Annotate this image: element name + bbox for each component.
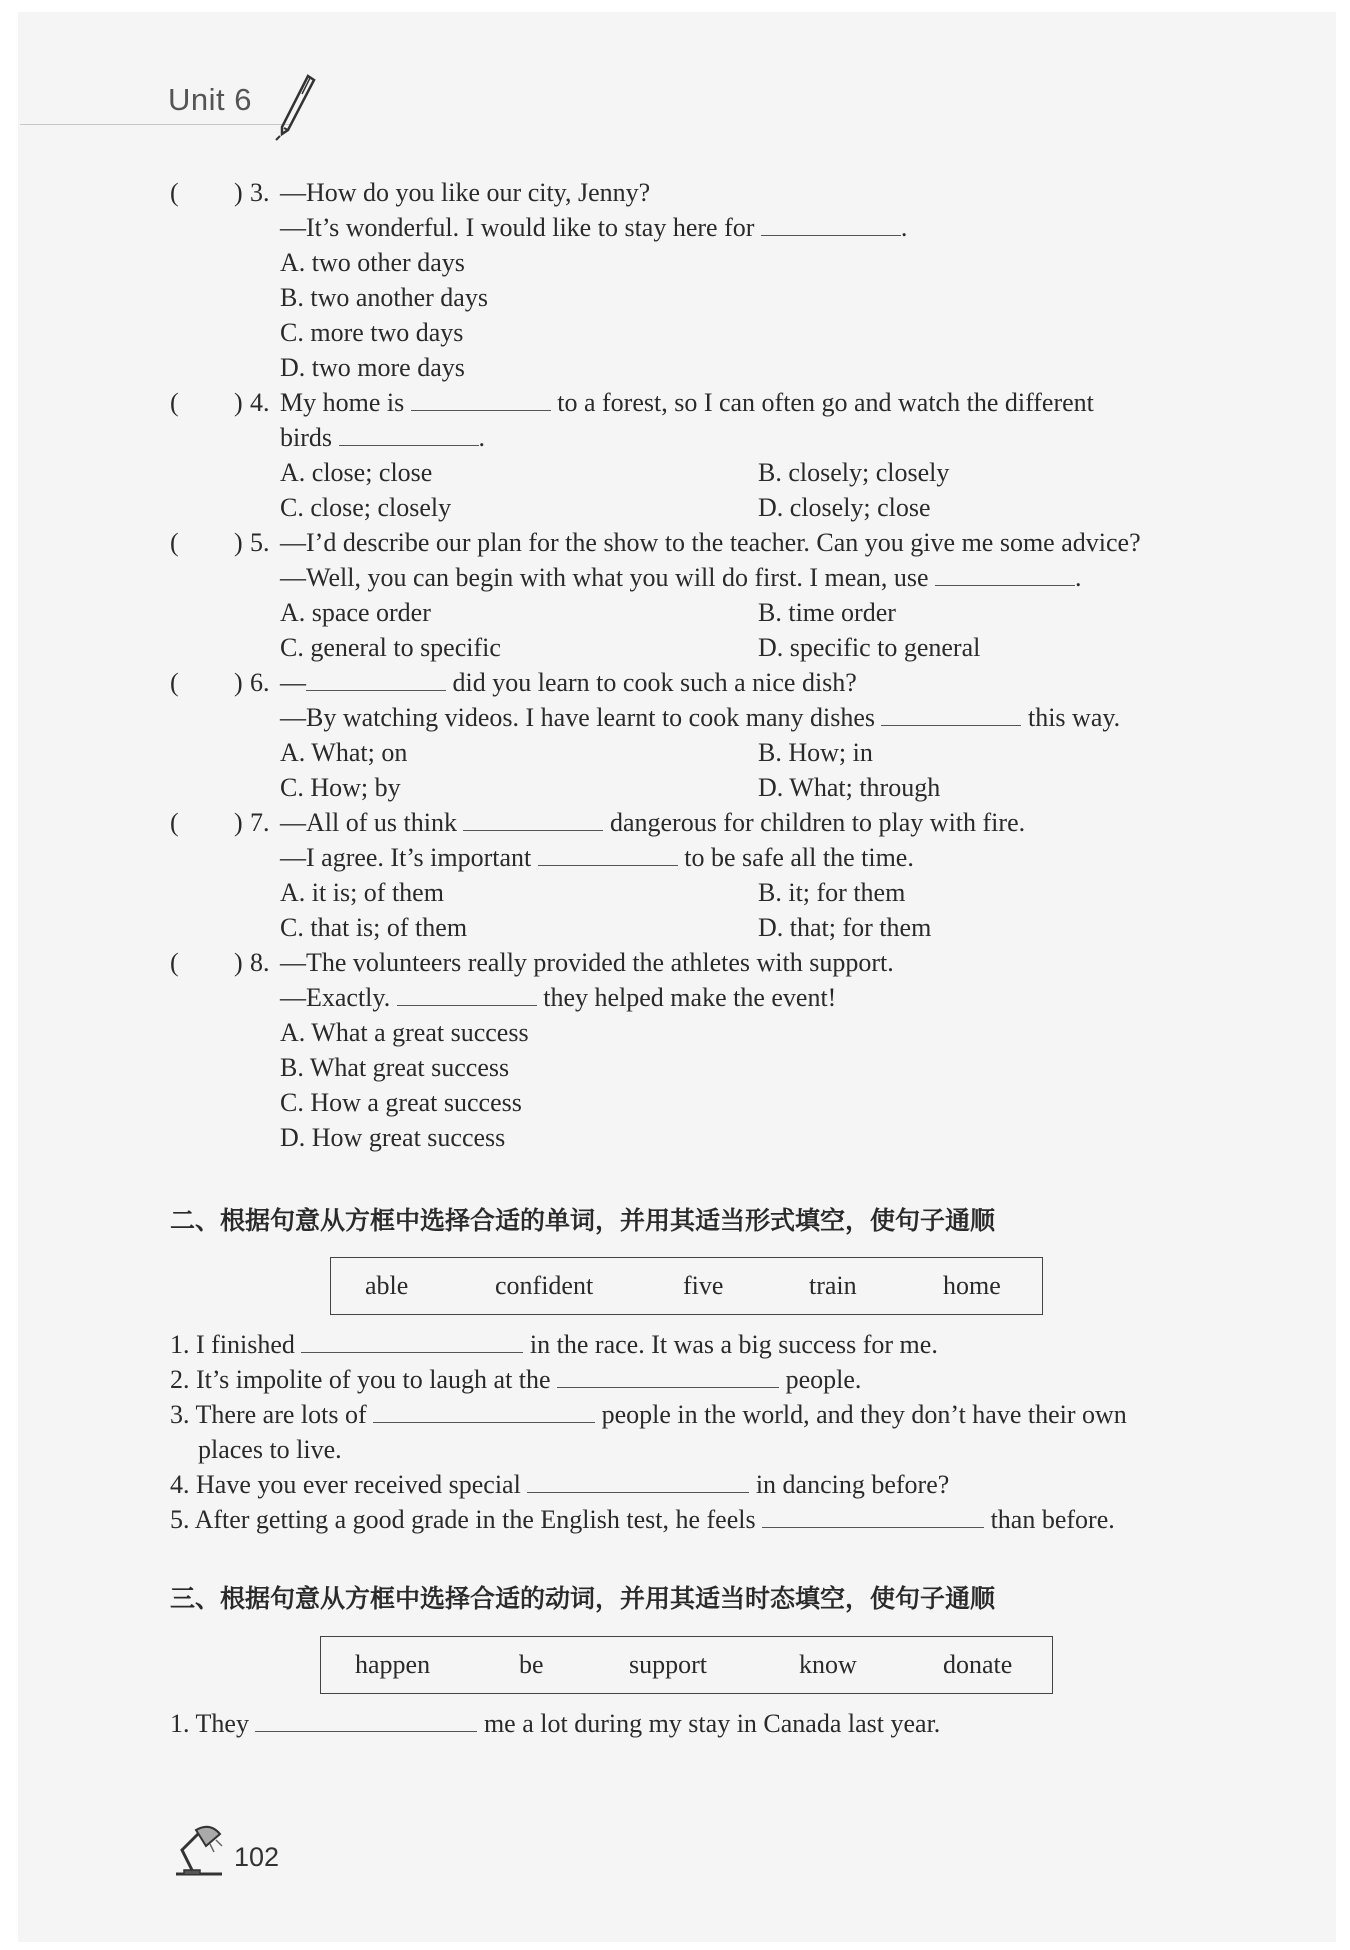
fill-item-4: 4. Have you ever received special in dancing before? — [170, 1470, 950, 1499]
option-b: B. How; in — [758, 738, 873, 767]
answer-blank[interactable] — [881, 703, 1021, 726]
question-text: —Exactly. they helped make the event! — [280, 983, 837, 1012]
section-3-title: 三、根据句意从方框中选择合适的动词，并用其适当时态填空，使句子通顺 — [170, 1584, 996, 1613]
option-a: A. What; on — [280, 738, 408, 767]
option-d: D. specific to general — [758, 633, 981, 662]
question-text: —By watching videos. I have learnt to cook many dishes this way. — [280, 703, 1121, 732]
question-number: 6. — [250, 668, 270, 697]
question-text: —It’s wonderful. I would like to stay here for . — [280, 213, 908, 242]
answer-blank[interactable] — [935, 563, 1075, 586]
option-a: A. two other days — [280, 248, 465, 277]
option-d: D. that; for them — [758, 913, 932, 942]
answer-paren-close: ) — [234, 528, 243, 557]
fill-item-3: 3. There are lots of people in the world, and they don’t have their own — [170, 1400, 1127, 1429]
option-c: C. more two days — [280, 318, 464, 347]
answer-paren-close: ) — [234, 178, 243, 207]
answer-blank[interactable] — [306, 668, 446, 691]
question-text: — did you learn to cook such a nice dish? — [280, 668, 857, 697]
answer-blank[interactable] — [397, 983, 537, 1006]
fill-item-1: 1. They me a lot during my stay in Canada last year. — [170, 1709, 941, 1738]
question-text: birds . — [280, 423, 485, 452]
pen-icon — [272, 72, 318, 142]
question-text: —How do you like our city, Jenny? — [280, 178, 651, 207]
option-a: A. What a great success — [280, 1018, 529, 1047]
answer-paren-close: ) — [234, 668, 243, 697]
answer-paren-open: ( — [170, 528, 179, 557]
option-b: B. closely; closely — [758, 458, 950, 487]
answer-blank[interactable] — [527, 1470, 749, 1493]
word-bank-item: be — [519, 1650, 544, 1679]
answer-paren-close: ) — [234, 388, 243, 417]
answer-blank[interactable] — [411, 388, 551, 411]
answer-blank[interactable] — [538, 843, 678, 866]
answer-blank[interactable] — [463, 808, 603, 831]
option-d: D. closely; close — [758, 493, 931, 522]
answer-paren-open: ( — [170, 388, 179, 417]
option-b: B. it; for them — [758, 878, 906, 907]
option-d: D. How great success — [280, 1123, 506, 1152]
header-rule — [20, 124, 290, 125]
answer-paren-open: ( — [170, 948, 179, 977]
page-number: 102 — [234, 1842, 280, 1872]
question-text: —All of us think dangerous for children to play with fire. — [280, 808, 1026, 837]
word-bank-item: know — [799, 1650, 857, 1679]
question-number: 7. — [250, 808, 270, 837]
question-text: —I agree. It’s important to be safe all the time. — [280, 843, 914, 872]
word-bank-item: support — [629, 1650, 707, 1679]
option-c: C. How a great success — [280, 1088, 522, 1117]
fill-item-5: 5. After getting a good grade in the English test, he feels than before. — [170, 1505, 1115, 1534]
option-a: A. close; close — [280, 458, 433, 487]
word-bank-box — [320, 1636, 1053, 1694]
option-b: B. two another days — [280, 283, 488, 312]
question-text: —Well, you can begin with what you will do first. I mean, use . — [280, 563, 1082, 592]
word-bank-item: home — [943, 1271, 1001, 1300]
option-d: D. What; through — [758, 773, 941, 802]
answer-blank[interactable] — [255, 1709, 477, 1732]
question-number: 8. — [250, 948, 270, 977]
answer-blank[interactable] — [373, 1400, 595, 1423]
option-d: D. two more days — [280, 353, 465, 382]
answer-paren-close: ) — [234, 948, 243, 977]
option-b: B. time order — [758, 598, 896, 627]
fill-item-3-continued: places to live. — [198, 1435, 342, 1464]
word-bank-item: train — [809, 1271, 857, 1300]
option-c: C. How; by — [280, 773, 401, 802]
answer-paren-open: ( — [170, 668, 179, 697]
answer-blank[interactable] — [557, 1365, 779, 1388]
option-c: C. close; closely — [280, 493, 452, 522]
question-number: 4. — [250, 388, 270, 417]
option-a: A. it is; of them — [280, 878, 444, 907]
fill-item-2: 2. It’s impolite of you to laugh at the people. — [170, 1365, 862, 1394]
option-a: A. space order — [280, 598, 431, 627]
question-text: —The volunteers really provided the athletes with support. — [280, 948, 894, 977]
question-text: My home is to a forest, so I can often go and watch the different — [280, 388, 1094, 417]
word-bank-item: five — [683, 1271, 724, 1300]
word-bank-item: donate — [943, 1650, 1013, 1679]
option-c: C. that is; of them — [280, 913, 468, 942]
question-text: —I’d describe our plan for the show to the teacher. Can you give me some advice? — [280, 528, 1141, 557]
fill-item-1: 1. I finished in the race. It was a big success for me. — [170, 1330, 938, 1359]
word-bank-item: happen — [355, 1650, 431, 1679]
question-number: 3. — [250, 178, 270, 207]
answer-paren-open: ( — [170, 808, 179, 837]
word-bank-item: able — [365, 1271, 409, 1300]
option-b: B. What great success — [280, 1053, 510, 1082]
word-bank-item: confident — [495, 1271, 594, 1300]
section-2-title: 二、根据句意从方框中选择合适的单词，并用其适当形式填空，使句子通顺 — [170, 1206, 996, 1235]
answer-blank[interactable] — [761, 213, 901, 236]
desk-lamp-icon — [170, 1820, 228, 1880]
answer-blank[interactable] — [762, 1505, 984, 1528]
word-bank-box — [330, 1257, 1043, 1315]
answer-paren-open: ( — [170, 178, 179, 207]
answer-blank[interactable] — [339, 423, 479, 446]
option-c: C. general to specific — [280, 633, 501, 662]
question-number: 5. — [250, 528, 270, 557]
unit-title: Unit 6 — [168, 82, 252, 117]
answer-blank[interactable] — [301, 1330, 523, 1353]
answer-paren-close: ) — [234, 808, 243, 837]
